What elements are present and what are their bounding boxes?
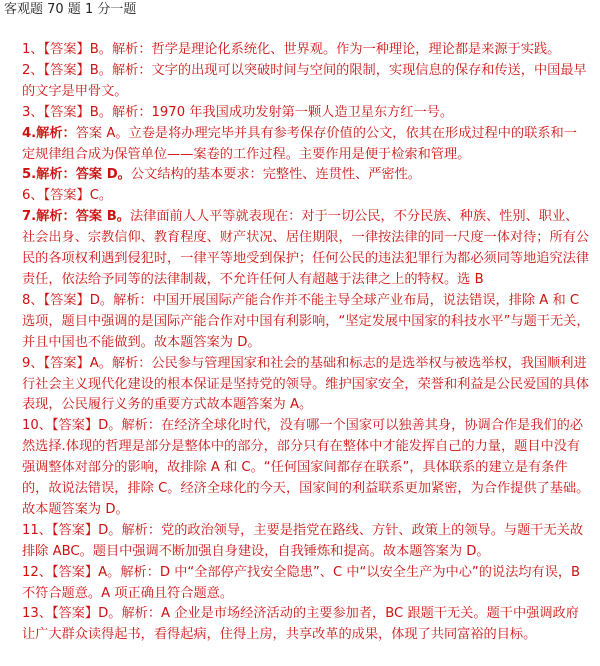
header-title: 客观题 70 题 1 分一题 <box>4 2 137 17</box>
answer-text: 法律面前人人平等就表现在：对于一切公民，不分民族、种族、性别、职业、社会出身、宗教信仰、教育程度、财产状况、居住期限，一律按法律的同一尺度一体对待；所有公民的各项权利遇到侵犯时，一律平等地受到保护；任何公民的违法犯罪行为都必须同等地追究法律责任，依法给予同等的法律制裁，不允许任何人有超越于法律之上的特权。选 B <box>22 209 590 287</box>
answer-item-4 <box>22 124 590 166</box>
answer-item-7 <box>22 207 590 291</box>
answer-text: 解析：公民参与管理国家和社会的基础和标志的是选举权与被选举权，我国顺利进行社会主义现代化建设的根本保证是坚持党的领导。维护国家安全，荣誉和利益是公民爱国的具体表现，公民履行义务的重要方式故本题答案为 A。 <box>22 355 590 413</box>
answer-lead: 4.解析： <box>22 125 76 141</box>
answer-item-10 <box>22 416 590 521</box>
answer-item-6 <box>22 186 590 207</box>
answer-text: 解析：A 企业是市场经济活动的主要参加者，BC 跟题干无关。题干中强调政府让广大群众读得起书，看得起病，住得上房，共享改革的成果，体现了共同富裕的目标。 <box>22 606 579 643</box>
answer-item-2 <box>22 61 590 103</box>
answer-lead: 1、【答案】B。 <box>22 42 112 57</box>
answer-text: 公文结构的基本要求：完整性、连贯性、严密性。 <box>130 167 421 183</box>
answer-lead: 12、【答案】A。 <box>22 564 121 580</box>
answer-lead: 2、【答案】B。 <box>22 62 112 78</box>
document-header <box>4 2 136 18</box>
answer-item-8 <box>22 291 590 354</box>
answer-lead: 10、【答案】D。 <box>22 418 122 434</box>
answer-text: 解析：D 中“全部停产找安全隐患”、C 中“以安全生产为中心”的说法均有误，B 不符合题意。A 项正确且符合题意。 <box>22 564 581 601</box>
answer-lead: 3、【答案】B。 <box>22 104 112 120</box>
answer-text: 解析：哲学是理论化系统化、世界观。作为一种理论，理论都是来源于实践。 <box>111 42 561 57</box>
answer-lead: 6、【答案】C。 <box>22 188 113 204</box>
answer-item-11 <box>22 521 590 563</box>
answer-lead: 5.解析：答案 D。 <box>22 167 131 183</box>
answer-lead: 8、【答案】D。 <box>22 292 114 308</box>
answer-lead: 7.解析：答案 B。 <box>22 209 130 225</box>
answer-list <box>22 40 590 646</box>
answer-text: 解析：党的政治领导，主要是指党在路线、方针、政策上的领导。与题干无关故排除 ABC。题目中强调不断加强自身建设，自我锤炼和提高。故本题答案为 D。 <box>22 522 584 559</box>
answer-item-5 <box>22 165 590 186</box>
answer-item-12 <box>22 563 590 605</box>
answer-lead: 9、【答案】A。 <box>22 355 112 371</box>
answer-text: 解析：1970 年我国成功发射第一颗人造卫星东方红一号。 <box>111 104 454 120</box>
answer-text: 解析：在经济全球化时代，没有哪一个国家可以独善其身，协调合作是我们的必然选择.体现的哲理是部分是整体中的部分，部分只有在整体中才能发挥自己的力量，题目中没有强调整体对部分的影响，故排除 A 和 C。“任何国家间都存在联系”，具体联系的建立是有条件的，故说法错误，排除 C。经济全球化的今天，国家间的利益联系更加紧密，为合作提供了基础。故本题答案为 D。 <box>22 418 590 517</box>
answer-lead: 11、【答案】D。 <box>22 522 122 538</box>
answer-lead: 13、【答案】D。 <box>22 606 122 622</box>
answer-item-1 <box>22 40 590 61</box>
answer-text: 答案 A。立卷是将办理完毕并具有参考保存价值的公文，依其在形成过程中的联系和一定规律组合成为保管单位——案卷的工作过程。主要作用是便于检索和管理。 <box>22 125 577 162</box>
answer-item-9 <box>22 354 590 417</box>
answer-text: 解析：中国开展国际产能合作并不能主导全球产业布局，说法错误，排除 A 和 C 选项，题目中强调的是国际产能合作对中国有利影响，“坚定发展中国家的科技水平”与题干无关，并且中国也不能做到。故本题答案为 D。 <box>22 292 590 350</box>
answer-item-13 <box>22 604 590 646</box>
answer-text: 解析：文字的出现可以突破时间与空间的限制，实现信息的保存和传送，中国最早的文字是甲骨文。 <box>22 62 587 99</box>
answer-item-3 <box>22 103 590 124</box>
